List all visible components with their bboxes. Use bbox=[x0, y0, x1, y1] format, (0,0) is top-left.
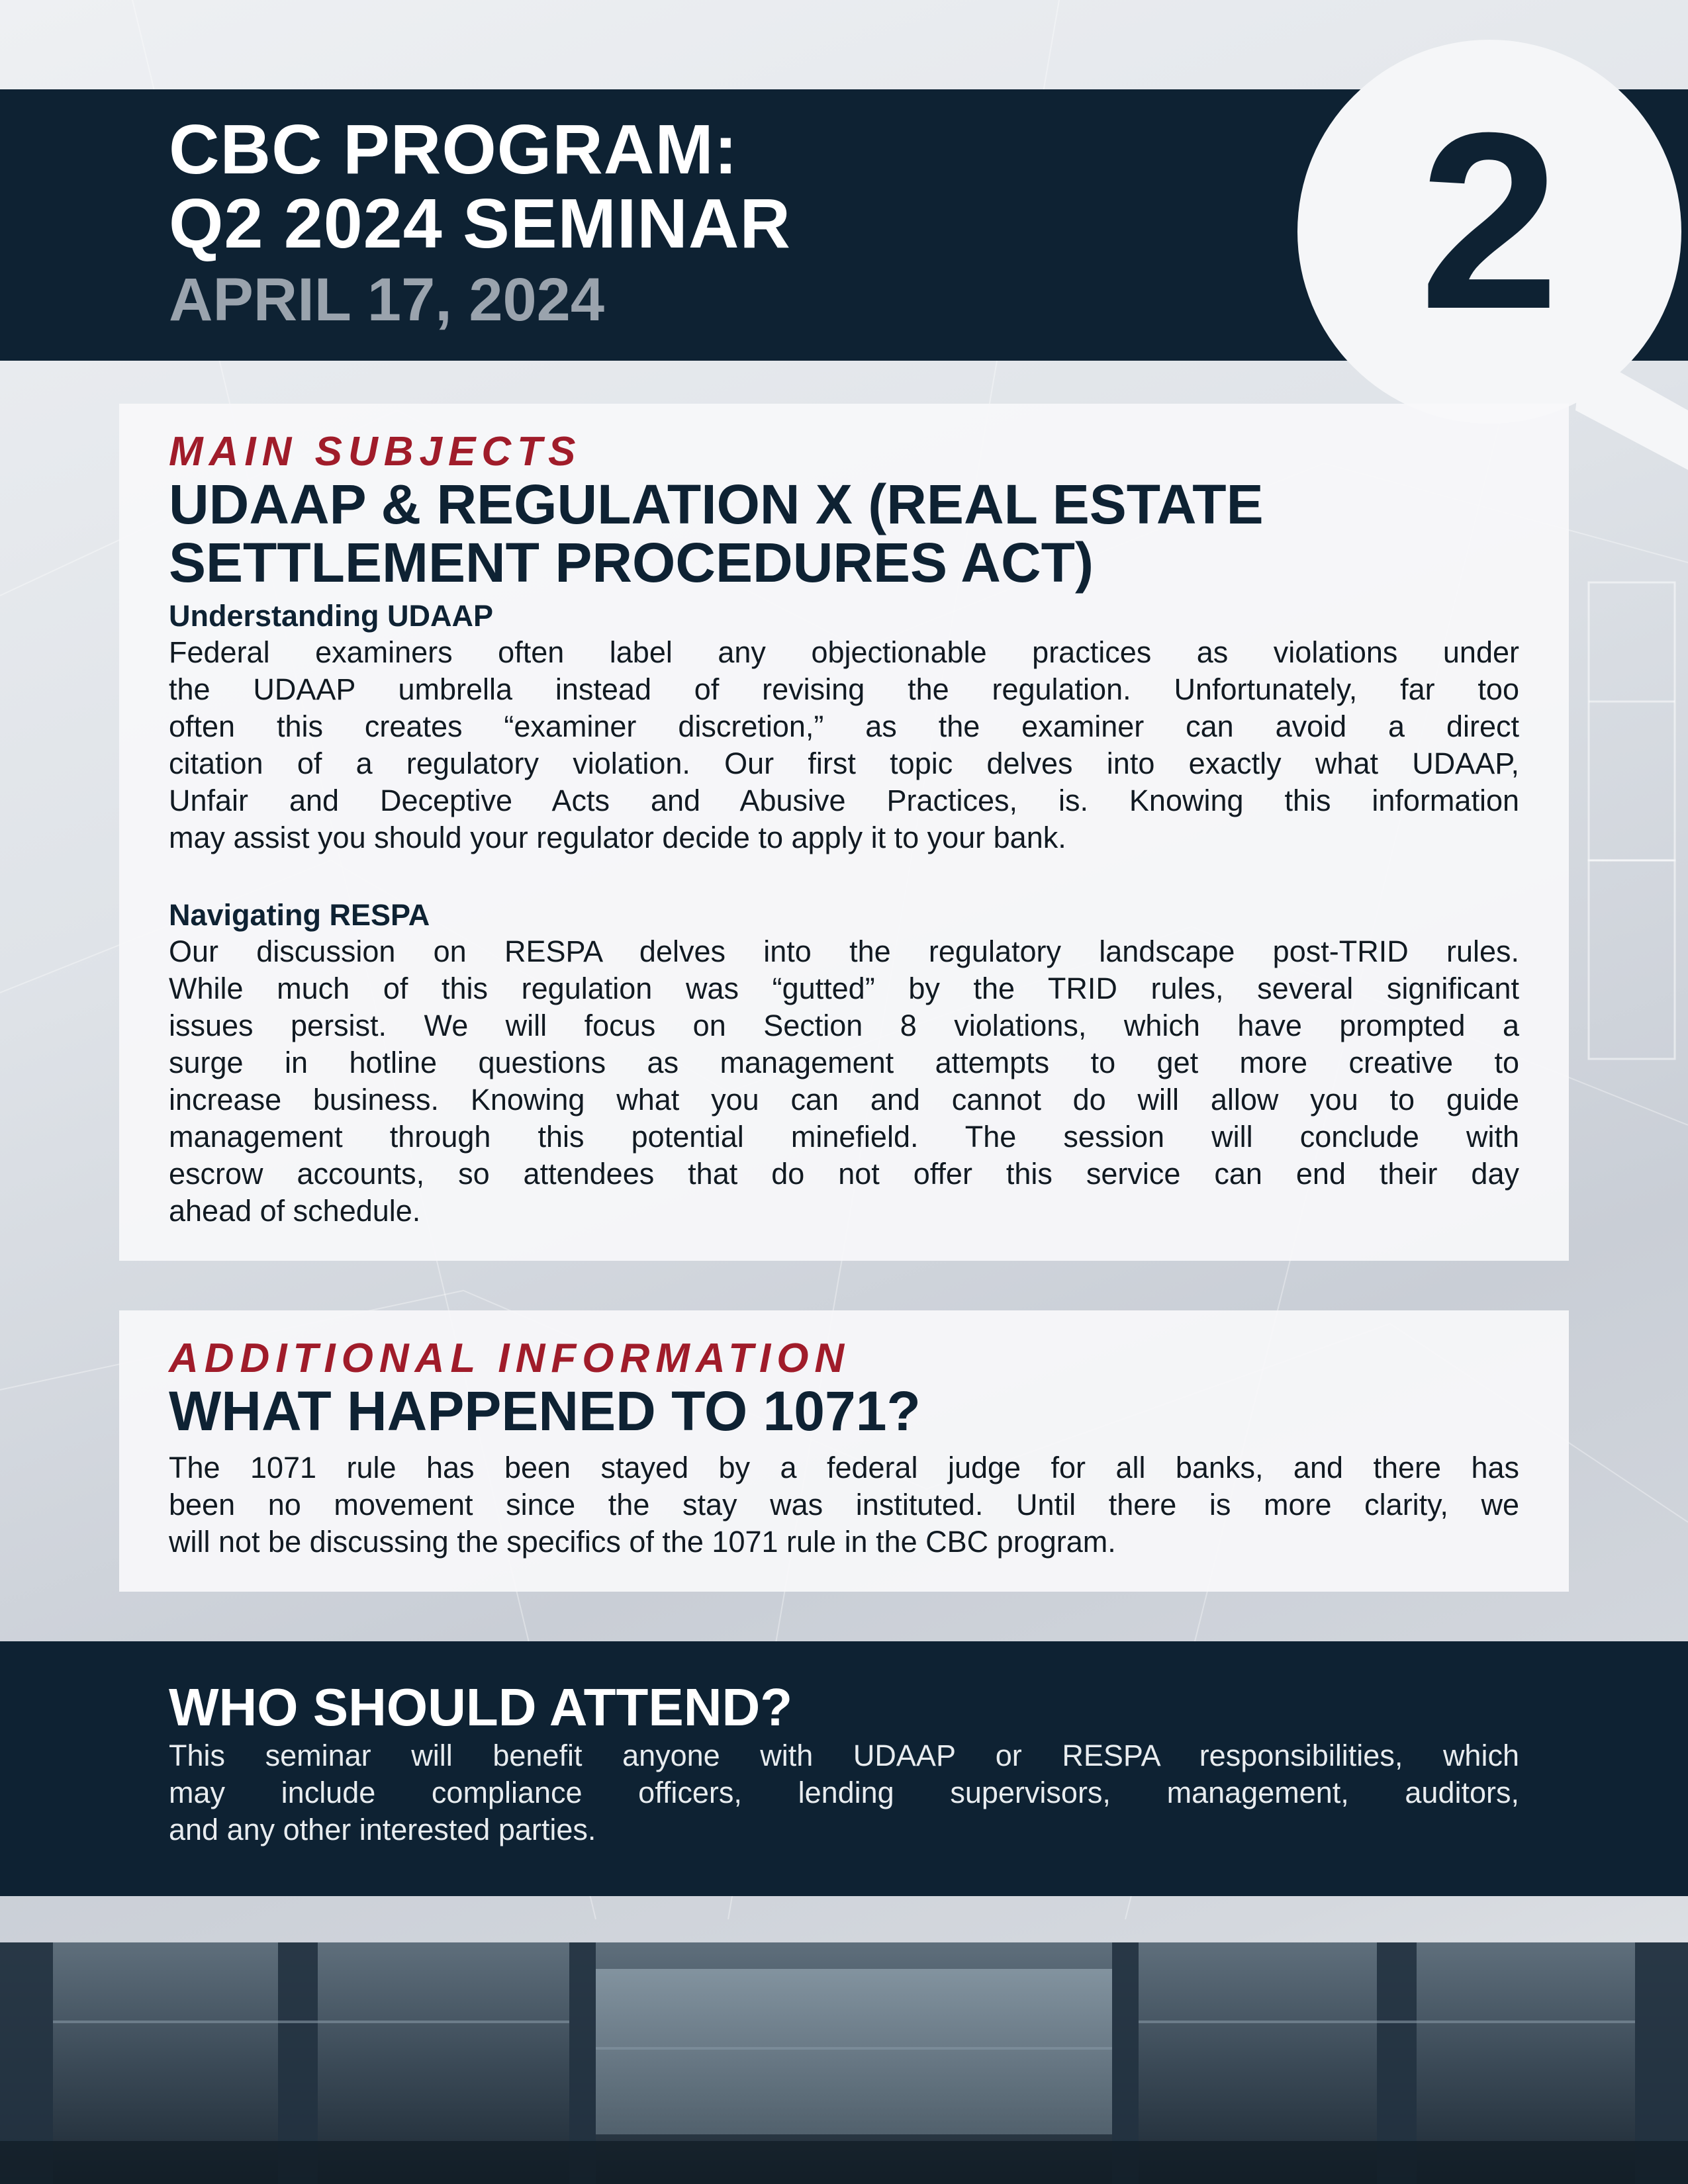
text-line: may include compliance officers, lending supervisors, management, auditors, bbox=[169, 1776, 1519, 1809]
text-line: ahead of schedule. bbox=[169, 1194, 421, 1228]
text-line: issues persist. We will focus on Section 8 violations, which have prompted a bbox=[169, 1009, 1519, 1042]
seminar-date: APRIL 17, 2024 bbox=[169, 266, 605, 334]
text-line: management through this potential minefield. The session will conclude with bbox=[169, 1120, 1519, 1154]
text-line: and any other interested parties. bbox=[169, 1813, 596, 1846]
additional-heading: WHAT HAPPENED TO 1071? bbox=[169, 1380, 921, 1442]
text-line: been no movement since the stay was instituted. Until there is more clarity, we bbox=[169, 1488, 1519, 1522]
office-photo bbox=[0, 1942, 1688, 2184]
text-line: the UDAAP umbrella instead of revising the regulation. Unfortunately, far too bbox=[169, 672, 1519, 706]
main-heading-line-1: UDAAP & REGULATION X (REAL ESTATE bbox=[169, 473, 1264, 535]
section-body-respa bbox=[169, 933, 1519, 1230]
attend-body bbox=[169, 1737, 1519, 1848]
text-line: While much of this regulation was “gutted” by the TRID rules, several significant bbox=[169, 972, 1519, 1005]
main-heading-line-2: SETTLEMENT PROCEDURES ACT) bbox=[169, 531, 1094, 594]
section-title-respa: Navigating RESPA bbox=[169, 898, 430, 932]
additional-body bbox=[169, 1449, 1519, 1561]
text-line: surge in hotline questions as management attempts to get more creative to bbox=[169, 1046, 1519, 1079]
text-line: may assist you should your regulator decide to apply it to your bank. bbox=[169, 821, 1066, 854]
main-heading bbox=[169, 475, 1264, 592]
title-line-2: Q2 2024 SEMINAR bbox=[169, 185, 791, 263]
text-line: Federal examiners often label any objectionable practices as violations under bbox=[169, 635, 1519, 669]
section-body-udaap bbox=[169, 634, 1519, 856]
title-line-1: CBC PROGRAM: bbox=[169, 111, 738, 189]
page-title bbox=[169, 113, 791, 261]
text-line: This seminar will benefit anyone with UDAAP or RESPA responsibilities, which bbox=[169, 1739, 1519, 1772]
main-subjects-kicker: MAIN SUBJECTS bbox=[169, 429, 582, 475]
text-line: citation of a regulatory violation. Our first topic delves into exactly what UDAAP, bbox=[169, 747, 1519, 780]
badge-number: 2 bbox=[1419, 80, 1560, 361]
text-line: escrow accounts, so attendees that do not offer this service can end their day bbox=[169, 1157, 1519, 1191]
attend-heading: WHO SHOULD ATTEND? bbox=[169, 1678, 793, 1737]
text-line: often this creates “examiner discretion,” as the examiner can avoid a direct bbox=[169, 709, 1519, 743]
text-line: Our discussion on RESPA delves into the regulatory landscape post-TRID rules. bbox=[169, 934, 1519, 968]
text-line: The 1071 rule has been stayed by a federal judge for all banks, and there has bbox=[169, 1451, 1519, 1484]
text-line: increase business. Knowing what you can and cannot do will allow you to guide bbox=[169, 1083, 1519, 1116]
section-title-udaap: Understanding UDAAP bbox=[169, 599, 494, 633]
text-line: Unfair and Deceptive Acts and Abusive Practices, is. Knowing this information bbox=[169, 784, 1519, 817]
additional-info-kicker: ADDITIONAL INFORMATION bbox=[169, 1336, 851, 1381]
text-line: will not be discussing the specifics of the 1071 rule in the CBC program. bbox=[169, 1525, 1116, 1559]
